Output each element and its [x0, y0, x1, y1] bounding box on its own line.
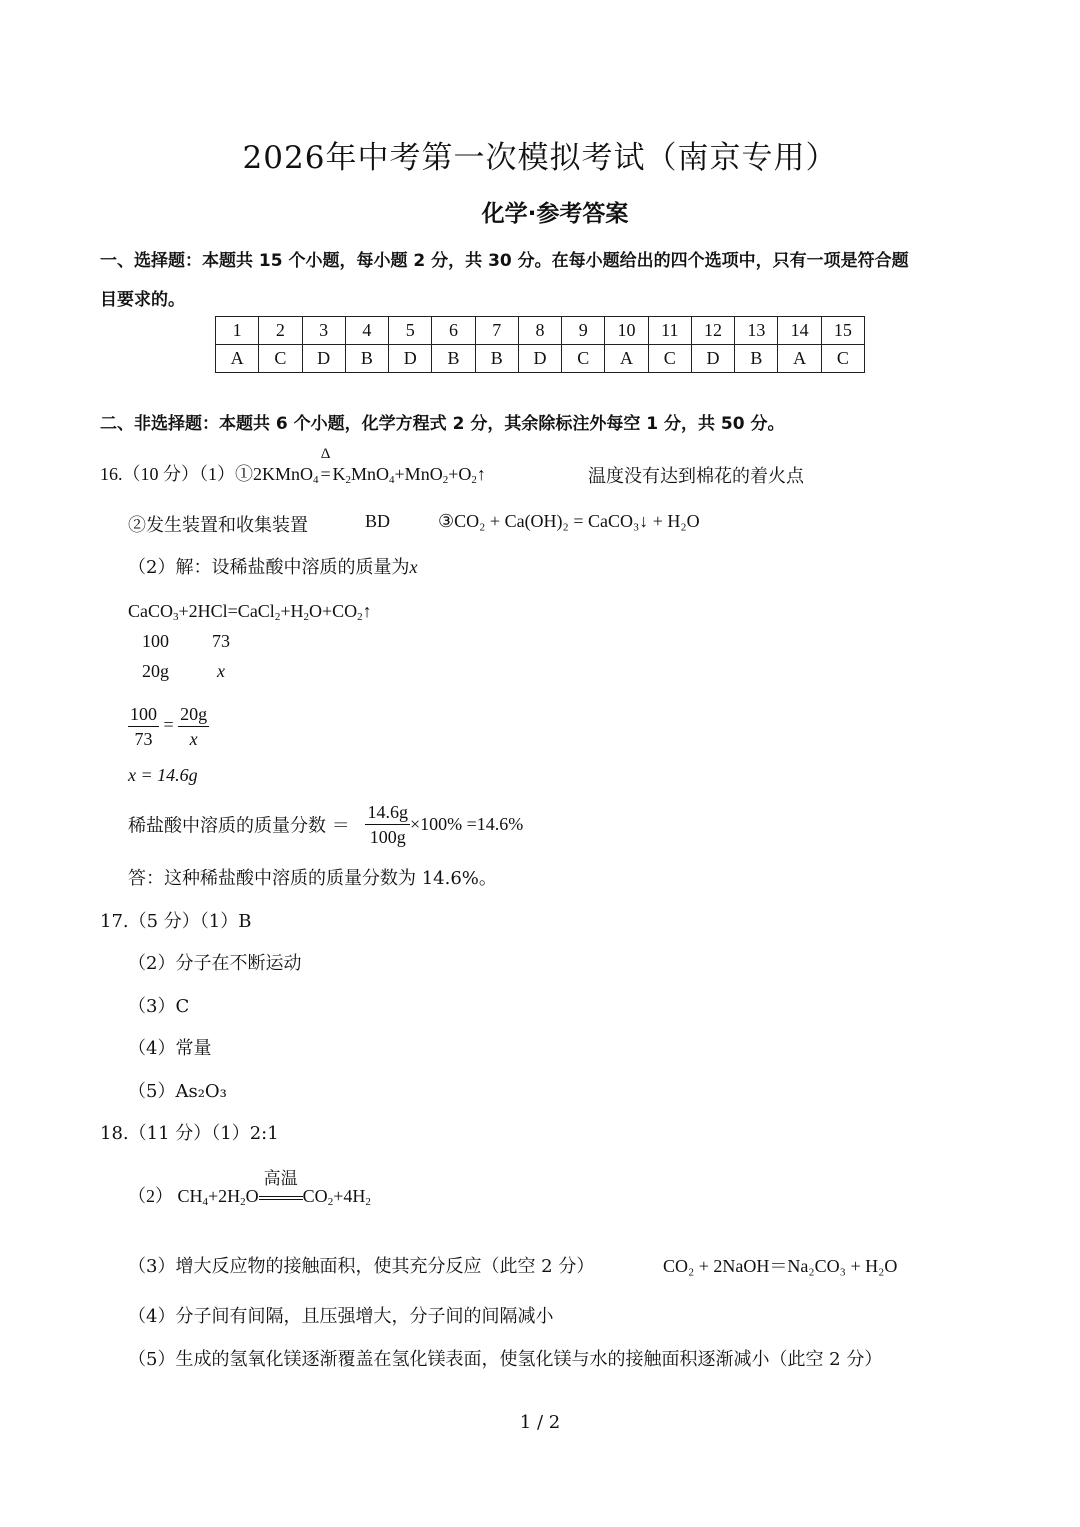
- section1-heading-line1: 一、选择题：本题共 15 个小题，每小题 2 分，共 30 分。在每小题给出的四个选项中，只有一项是符合题: [100, 251, 909, 271]
- answer-cell: C: [821, 345, 864, 373]
- section1-heading-line2: 目要求的。: [100, 290, 185, 310]
- heating-condition: Δ =: [320, 446, 331, 484]
- question-number-cell: 9: [562, 317, 605, 345]
- answer-cell: A: [778, 345, 821, 373]
- q17-line3: （3）C: [128, 996, 190, 1017]
- answer-cell: C: [648, 345, 691, 373]
- q18-line3-text: （3）增大反应物的接触面积，使其充分反应（此空 2 分）: [128, 1256, 595, 1277]
- up-arrow: ↑: [476, 464, 486, 484]
- q17-line5: （5）As₂O₃: [128, 1081, 227, 1102]
- answer-cell: D: [302, 345, 345, 373]
- answer-cell: D: [691, 345, 734, 373]
- question-number-cell: 6: [432, 317, 475, 345]
- q16-proportion: $\frac{100}{73}$ = $\frac{20g}{x}$: [130, 704, 208, 749]
- question-number-cell: 12: [691, 317, 734, 345]
- page-subtitle: 化学·参考答案: [481, 201, 629, 227]
- question-number-cell: 1: [216, 317, 259, 345]
- section2-heading: 二、非选择题：本题共 6 个小题，化学方程式 2 分，其余除标注外每空 1 分，共 50 分。: [100, 414, 785, 434]
- answer-table-answer-row: [216, 345, 865, 373]
- q18-line4: （4）分子间有间隔，且压强增大，分子间的间隔减小: [128, 1306, 554, 1327]
- q17-line4: （4）常量: [128, 1038, 212, 1059]
- q16-l2a: ②发生装置和收集装置: [128, 515, 308, 536]
- answer-cell: B: [475, 345, 518, 373]
- question-number-cell: 14: [778, 317, 821, 345]
- question-number-cell: 2: [259, 317, 302, 345]
- answer-cell: B: [432, 345, 475, 373]
- question-number-cell: 5: [389, 317, 432, 345]
- q16-fire-answer: 温度没有达到棉花的着火点: [588, 466, 804, 487]
- q18-line2: （2） $CH_4+2H_2O$ 高温 $CO_2+4H_2$: [128, 1169, 371, 1208]
- answer-cell: D: [518, 345, 561, 373]
- question-number-cell: 3: [302, 317, 345, 345]
- q18-line1: 18.（11 分）（1）2:1: [100, 1123, 279, 1144]
- answer-cell: A: [605, 345, 648, 373]
- page-number: 1 / 2: [519, 1412, 561, 1433]
- q16-x-result: x = 14.6g: [128, 765, 198, 785]
- answer-table-number-row: [216, 317, 865, 345]
- q18-line3-equation: CO₂ + 2NaOH＝Na₂CO₃ + H₂O: [663, 1256, 898, 1276]
- q16-line1: 16.（10 分）（1）①2KMnO$_4$ Δ = $K_2MnO_4+MnO_2+O_2↑$: [100, 446, 486, 486]
- page-title: 2026年中考第一次模拟考试（南京专用）: [242, 140, 838, 176]
- answer-cell: D: [389, 345, 432, 373]
- question-number-cell: 11: [648, 317, 691, 345]
- q16-mass-20g: 20g: [142, 661, 169, 681]
- q16-equation2: $CaCO_3+2HCl=CaCl_2+H_2O+CO_2↑$: [128, 601, 372, 623]
- answer-cell: B: [735, 345, 778, 373]
- answer-cell: C: [562, 345, 605, 373]
- q16-answer: 答：这种稀盐酸中溶质的质量分数为 14.6%。: [128, 868, 497, 889]
- q16-l3: （2）解：设稀盐酸中溶质的质量为x: [128, 557, 418, 578]
- q16-l2b: BD: [365, 511, 391, 531]
- q17-line2: （2）分子在不断运动: [128, 953, 302, 974]
- high-temperature-condition: 高温: [259, 1186, 303, 1207]
- q16-mass-x: x: [217, 661, 225, 681]
- q16-l2c: ③CO₂ + Ca(OH)₂ = CaCO₃↓ + H₂O: [438, 511, 700, 531]
- answer-cell: C: [259, 345, 302, 373]
- answer-cell: A: [216, 345, 259, 373]
- question-number-cell: 4: [345, 317, 388, 345]
- q16-prefix: 16.（10 分）（1）①: [100, 464, 253, 484]
- q16-mass-fraction: 稀盐酸中溶质的质量分数 ＝ $\frac{14.6g}{100g}$ ×100% =14.6%: [128, 802, 524, 847]
- answer-cell: B: [345, 345, 388, 373]
- question-number-cell: 10: [605, 317, 648, 345]
- question-number-cell: 15: [821, 317, 864, 345]
- q16-mass-73: 73: [212, 631, 230, 651]
- question-number-cell: 8: [518, 317, 561, 345]
- answer-table: [215, 316, 865, 373]
- q16-mass-100: 100: [142, 631, 169, 651]
- question-number-cell: 13: [735, 317, 778, 345]
- question-number-cell: 7: [475, 317, 518, 345]
- q18-line5: （5）生成的氢氧化镁逐渐覆盖在氢化镁表面，使氢化镁与水的接触面积逐渐减小（此空 2 分）: [128, 1349, 883, 1370]
- q17-line1: 17.（5 分）（1）B: [100, 911, 252, 932]
